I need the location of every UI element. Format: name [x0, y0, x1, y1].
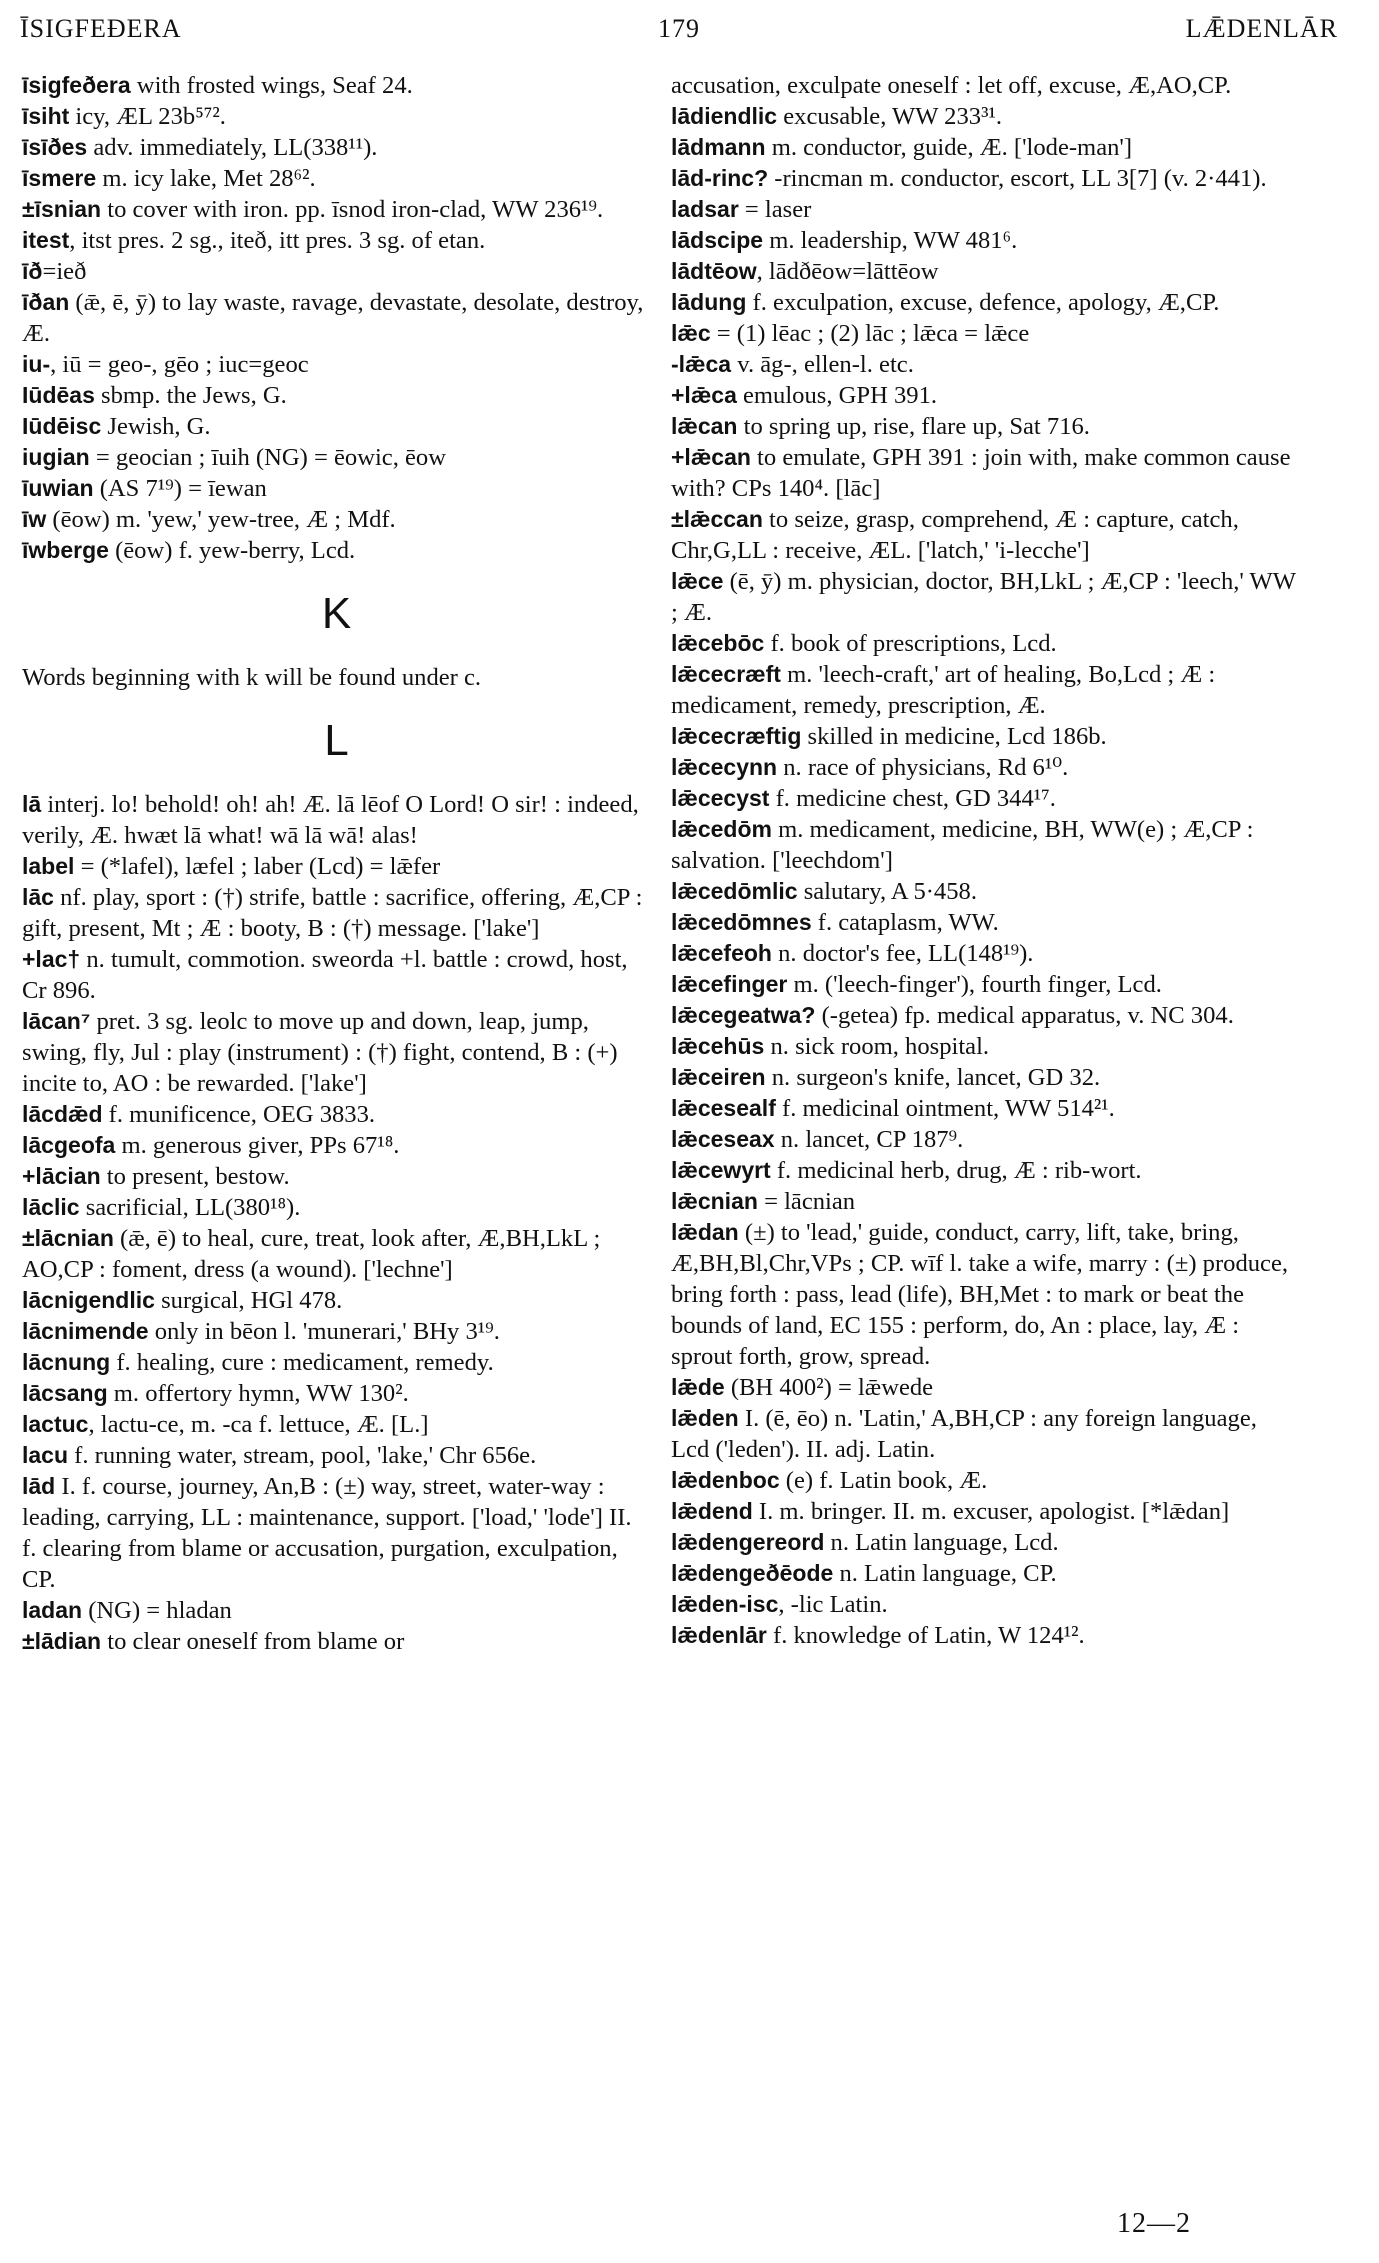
dictionary-entry [671, 411, 1300, 442]
entry-definition: (NG) = hladan [82, 1597, 232, 1624]
entry-definition: I. (ē, ēo) n. 'Latin,' A,BH,CP : any foreign language, Lcd ('leden'). II. adj. Latin. [671, 1405, 1257, 1463]
dictionary-page [20, 0, 1338, 2263]
dictionary-entry [22, 882, 651, 944]
entry-definition: n. tumult, commotion. sweorda +l. battle : crowd, host, Cr 896. [22, 946, 628, 1004]
dictionary-entry [22, 789, 651, 851]
entry-definition: n. surgeon's knife, lancet, GD 32. [765, 1064, 1101, 1091]
entry-headword: īsmere [22, 165, 97, 191]
entry-definition: salutary, A 5·458. [797, 878, 977, 905]
entry-headword: lādiendlic [671, 103, 778, 129]
dictionary-entry [671, 566, 1300, 628]
entry-definition: -rincman m. conductor, escort, LL 3[7] (v. 2·441). [768, 165, 1267, 192]
entry-definition: m. ('leech-finger'), fourth finger, Lcd. [787, 971, 1162, 998]
entry-definition: f. exculpation, excuse, defence, apology, Æ,CP. [746, 289, 1220, 316]
entry-headword: lacu [22, 1442, 69, 1468]
entry-definition: f. running water, stream, pool, 'lake,' Chr 656e. [68, 1442, 537, 1469]
entry-definition: m. conductor, guide, Æ. ['lode-man'] [765, 134, 1133, 161]
entry-definition: f. cataplasm, WW. [811, 909, 999, 936]
dictionary-entry [22, 1595, 651, 1626]
entry-definition: m. offertory hymn, WW 130². [107, 1380, 409, 1407]
dictionary-entry [671, 1589, 1300, 1620]
dictionary-entry [671, 442, 1300, 504]
entry-headword: īsiht [22, 103, 70, 129]
section-letter: K [321, 589, 352, 638]
dictionary-entry [671, 1465, 1300, 1496]
entry-headword: +lǣcan [671, 444, 751, 470]
entry-definition: f. knowledge of Latin, W 124¹². [766, 1622, 1085, 1649]
entry-headword: lǣden-isc [671, 1591, 779, 1617]
dictionary-entry [671, 969, 1300, 1000]
dictionary-entry [22, 194, 651, 225]
dictionary-entry [671, 287, 1300, 318]
dictionary-entry [22, 225, 651, 256]
dictionary-entry [671, 504, 1300, 566]
dictionary-entry [22, 256, 651, 287]
entry-definition: f. healing, cure : medicament, remedy. [110, 1349, 494, 1376]
entry-definition: m. medicament, medicine, BH, WW(e) ; Æ,CP : salvation. ['leechdom'] [671, 816, 1254, 874]
dictionary-entry [22, 411, 651, 442]
entry-definition: m. generous giver, PPs 67¹⁸. [115, 1132, 400, 1159]
entry-headword: lǣcedōmnes [671, 909, 812, 935]
entry-definition: (ē, ȳ) m. physician, doctor, BH,LkL ; Æ,CP : 'leech,' WW ; Æ. [671, 568, 1296, 626]
entry-definition: (e) f. Latin book, Æ. [779, 1467, 988, 1494]
entry-definition: f. medicinal ointment, WW 514²¹. [775, 1095, 1115, 1122]
entry-definition: n. race of physicians, Rd 6¹⁰. [777, 754, 1069, 781]
entry-definition: (ēow) m. 'yew,' yew-tree, Æ ; Mdf. [46, 506, 396, 533]
dictionary-entry [671, 225, 1300, 256]
dictionary-entry [671, 101, 1300, 132]
entry-definition: (ǣ, ē) to heal, cure, treat, look after, Æ,BH,LkL ; AO,CP : foment, dress (a wound). ['lechne'] [22, 1225, 601, 1283]
dictionary-entry [22, 1130, 651, 1161]
entry-definition: emulous, GPH 391. [736, 382, 938, 409]
dictionary-entry [671, 1000, 1300, 1031]
entry-headword: lǣceiren [671, 1064, 766, 1090]
dictionary-entry [22, 163, 651, 194]
entry-definition: adv. immediately, LL(338¹¹). [87, 134, 378, 161]
entry-definition: (BH 400²) = lǣwede [724, 1374, 934, 1401]
dictionary-entry [22, 349, 651, 380]
entry-definition: v. āg-, ellen-l. etc. [731, 351, 914, 378]
entry-headword: lǣcesealf [671, 1095, 776, 1121]
dictionary-entry [22, 473, 651, 504]
dictionary-entry [22, 132, 651, 163]
entry-definition: to emulate, GPH 391 : join with, make common cause with? CPs 140⁴. [lāc] [671, 444, 1291, 502]
dictionary-entry [22, 1161, 651, 1192]
dictionary-entry [671, 1155, 1300, 1186]
entry-headword: lǣceseax [671, 1126, 775, 1152]
entry-headword: lāc [22, 884, 54, 910]
entry-definition: f. munificence, OEG 3833. [102, 1101, 376, 1128]
dictionary-entry [22, 1378, 651, 1409]
entry-definition: sbmp. the Jews, G. [94, 382, 287, 409]
dictionary-entry [671, 163, 1300, 194]
dictionary-entry [671, 628, 1300, 659]
entry-headword: lǣcecyst [671, 785, 770, 811]
entry-headword: iugian [22, 444, 90, 470]
entry-headword: +lācian [22, 1163, 101, 1189]
dictionary-entry [671, 1031, 1300, 1062]
entry-headword: lǣcewyrt [671, 1157, 771, 1183]
entry-headword: lǣcecynn [671, 754, 778, 780]
entry-headword: īw [22, 506, 47, 532]
section-letter: L [324, 716, 349, 765]
entry-definition: f. book of prescriptions, Lcd. [764, 630, 1057, 657]
entry-definition: (-getea) fp. medical apparatus, v. NC 304. [815, 1002, 1234, 1029]
dictionary-entry [22, 1099, 651, 1130]
entry-headword: lācgeofa [22, 1132, 116, 1158]
entry-definition: only in bēon l. 'munerari,' BHy 3¹⁹. [148, 1318, 500, 1345]
entry-headword: ladsar [671, 196, 739, 222]
entry-headword: itest [22, 227, 70, 253]
dictionary-entry [671, 1124, 1300, 1155]
dictionary-entry [671, 721, 1300, 752]
entry-headword: lǣcebōc [671, 630, 765, 656]
entry-definition: f. medicinal herb, drug, Æ : rib-wort. [770, 1157, 1142, 1184]
entry-headword: lādtēow [671, 258, 757, 284]
entry-definition: , itst pres. 2 sg., iteð, itt pres. 3 sg. of etan. [69, 227, 486, 254]
entry-definition: , lactu-ce, m. -ca f. lettuce, Æ. [L.] [88, 1411, 429, 1438]
entry-headword: lǣcedōmlic [671, 878, 798, 904]
entry-definition: n. lancet, CP 187⁹. [774, 1126, 964, 1153]
dictionary-entry [22, 1409, 651, 1440]
entry-definition: interj. lo! behold! oh! ah! Æ. lā lēof O Lord! O sir! : indeed, verily, Æ. hwæt lā what! wā lā wā! alas! [22, 791, 639, 849]
dictionary-entry [22, 1347, 651, 1378]
entry-definition: I. m. bringer. II. m. excuser, apologist. [*lǣdan] [752, 1498, 1230, 1525]
entry-definition: = geocian ; īuih (NG) = ēowic, ēow [89, 444, 446, 471]
dictionary-entry [22, 1223, 651, 1285]
dictionary-entry [671, 1186, 1300, 1217]
entry-headword: lǣcecræft [671, 661, 781, 687]
left-column [22, 70, 651, 1657]
entry-definition: to present, bestow. [100, 1163, 290, 1190]
entry-definition: m. leadership, WW 481⁶. [763, 227, 1018, 254]
entry-definition: n. doctor's fee, LL(148¹⁹). [771, 940, 1034, 967]
entry-definition: m. 'leech-craft,' art of healing, Bo,Lcd ; Æ : medicament, remedy, prescription, Æ. [671, 661, 1216, 719]
running-header [20, 14, 1338, 44]
dictionary-entry [22, 944, 651, 1006]
entry-definition: n. Latin language, Lcd. [824, 1529, 1059, 1556]
entry-definition: = (1) lēac ; (2) lāc ; lǣca = lǣce [710, 320, 1030, 347]
entry-definition: pret. 3 sg. leolc to move up and down, leap, jump, swing, fly, Jul : play (instrument) : (†) fight, contend, B : (+) incite to, AO : be rewarded. ['lake'] [22, 1008, 618, 1097]
entry-headword: lǣcehūs [671, 1033, 765, 1059]
entry-definition: icy, ÆL 23b⁵⁷². [69, 103, 226, 130]
entry-definition: f. medicine chest, GD 344¹⁷. [769, 785, 1056, 812]
dictionary-entry [22, 662, 651, 693]
dictionary-entry [671, 752, 1300, 783]
dictionary-entry [22, 1626, 651, 1657]
entry-definition: = laser [738, 196, 812, 223]
dictionary-entry [671, 256, 1300, 287]
entry-headword: lāclic [22, 1194, 80, 1220]
dictionary-entry [671, 132, 1300, 163]
dictionary-entry [671, 349, 1300, 380]
entry-headword: īwberge [22, 537, 109, 563]
entry-definition: to spring up, rise, flare up, Sat 716. [737, 413, 1090, 440]
entry-headword: lā [22, 791, 42, 817]
entry-headword: lǣdan [671, 1219, 739, 1245]
entry-definition: to cover with iron. pp. īsnod iron-clad, WW 236¹⁹. [101, 196, 604, 223]
entry-headword: ±lādian [22, 1628, 102, 1654]
entry-headword: lācsang [22, 1380, 108, 1406]
entry-definition: Words beginning with k will be found under c. [22, 664, 482, 691]
entry-headword: lǣc [671, 320, 711, 346]
entry-headword: Iūdēisc [22, 413, 102, 439]
entry-definition: = (*lafel), læfel ; laber (Lcd) = lǣfer [74, 853, 441, 880]
entry-headword: īuwian [22, 475, 94, 501]
dictionary-entry [22, 380, 651, 411]
entry-headword: lǣce [671, 568, 724, 594]
entry-definition: sacrificial, LL(380¹⁸). [79, 1194, 301, 1221]
entry-definition: , -lic Latin. [778, 1591, 888, 1618]
entry-definition: Jewish, G. [101, 413, 211, 440]
dictionary-entry [22, 1285, 651, 1316]
entry-headword: lǣcecræftig [671, 723, 802, 749]
entry-definition: excusable, WW 233³¹. [777, 103, 1002, 130]
dictionary-entry [22, 1192, 651, 1223]
entry-definition: nf. play, sport : (†) strife, battle : sacrifice, offering, Æ,CP : gift, present, Mt ; Æ : booty, B : (†) message. ['lake'] [22, 884, 643, 942]
entry-headword: ±lācnian [22, 1225, 114, 1251]
entry-headword: lǣdengereord [671, 1529, 825, 1555]
entry-headword: ±lǣccan [671, 506, 763, 532]
dictionary-entry [671, 876, 1300, 907]
entry-headword: īsīðes [22, 134, 88, 160]
dictionary-entry [22, 535, 651, 566]
entry-headword: lādmann [671, 134, 766, 160]
entry-headword: lǣcedōm [671, 816, 772, 842]
entry-definition: m. icy lake, Met 28⁶². [96, 165, 316, 192]
entry-definition: (AS 7¹⁹) = īewan [93, 475, 267, 502]
entry-headword: lactuc [22, 1411, 89, 1437]
entry-definition: =ieð [42, 258, 87, 285]
dictionary-entry [22, 504, 651, 535]
dictionary-entry [671, 938, 1300, 969]
entry-headword: +lǣca [671, 382, 737, 408]
entry-definition: , iū = geo-, gēo ; iuc=geoc [50, 351, 309, 378]
dictionary-entry [671, 1527, 1300, 1558]
entry-headword: lǣcegeatwa? [671, 1002, 816, 1028]
entry-headword: lǣdengeðēode [671, 1560, 834, 1586]
entry-headword: lācan⁷ [22, 1008, 91, 1034]
entry-headword: lācnigendlic [22, 1287, 155, 1313]
entry-headword: lādung [671, 289, 747, 315]
entry-headword: ±īsnian [22, 196, 102, 222]
entry-definition: (ǣ, ē, ȳ) to lay waste, ravage, devastate, desolate, destroy, Æ. [22, 289, 644, 347]
entry-headword: lǣcnian [671, 1188, 758, 1214]
dictionary-entry [671, 380, 1300, 411]
header-left-guideword: ĪSIGFEÐERA [20, 14, 182, 43]
entry-definition: accusation, exculpate oneself : let off, excuse, Æ,AO,CP. [671, 72, 1232, 99]
entry-headword: lācdǣd [22, 1101, 103, 1127]
dictionary-entry [671, 783, 1300, 814]
entry-definition: n. Latin language, CP. [833, 1560, 1057, 1587]
dictionary-entry [22, 1006, 651, 1099]
entry-definition: surgical, HGl 478. [154, 1287, 343, 1314]
entry-headword: lācnimende [22, 1318, 149, 1344]
dictionary-entry [671, 70, 1300, 101]
entry-headword: ladan [22, 1597, 83, 1623]
entry-headword: iu- [22, 351, 51, 377]
dictionary-entry [22, 442, 651, 473]
dictionary-entry [671, 814, 1300, 876]
dictionary-entry [22, 851, 651, 882]
dictionary-entry [671, 1217, 1300, 1372]
dictionary-entry [22, 1440, 651, 1471]
entry-definition: = lācnian [757, 1188, 856, 1215]
dictionary-entry [671, 1372, 1300, 1403]
entry-headword: lǣdend [671, 1498, 753, 1524]
dictionary-entry [22, 70, 651, 101]
dictionary-entry [22, 1471, 651, 1595]
entry-headword: īð [22, 258, 43, 284]
entry-definition: , lādðēow=lāttēow [756, 258, 939, 285]
dictionary-entry [671, 659, 1300, 721]
dictionary-entry [671, 1496, 1300, 1527]
dictionary-entry [671, 1093, 1300, 1124]
entry-headword: lǣcefinger [671, 971, 788, 997]
dictionary-entry [22, 287, 651, 349]
dictionary-entry [22, 1316, 651, 1347]
entry-definition: with frosted wings, Seaf 24. [130, 72, 413, 99]
dictionary-entry [671, 1403, 1300, 1465]
entry-headword: +lac† [22, 946, 81, 972]
entry-headword: lǣdenboc [671, 1467, 780, 1493]
entry-headword: īðan [22, 289, 70, 315]
entry-headword: Iūdēas [22, 382, 95, 408]
entry-headword: lǣden [671, 1405, 739, 1431]
signature-mark: 12—2 [1117, 2208, 1191, 2239]
entry-definition: (ēow) f. yew-berry, Lcd. [108, 537, 356, 564]
dictionary-entry [22, 101, 651, 132]
dictionary-entry [671, 1620, 1300, 1651]
entry-definition: (±) to 'lead,' guide, conduct, carry, lift, take, bring, Æ,BH,Bl,Chr,VPs ; CP. wīf l. take a wife, marry : (±) produce, bring forth : pass, lead (life), BH,Met : to mark or beat the bounds of land, EC 155 : perform, do, An : place, lay, Æ : sprout forth, grow, spread. [671, 1219, 1289, 1370]
entry-headword: label [22, 853, 75, 879]
header-right-guideword: LǢDENLĀR [1185, 14, 1338, 43]
entry-headword: lǣcefeoh [671, 940, 772, 966]
entry-definition: skilled in medicine, Lcd 186b. [801, 723, 1107, 750]
entry-headword: -lǣca [671, 351, 732, 377]
entry-headword: lādscipe [671, 227, 764, 253]
dictionary-entry [671, 194, 1300, 225]
entry-definition: to clear oneself from blame or [101, 1628, 405, 1655]
entry-headword: lād-rinc? [671, 165, 769, 191]
entry-headword: lǣde [671, 1374, 725, 1400]
entry-definition: to seize, grasp, comprehend, Æ : capture, catch, Chr,G,LL : receive, ÆL. ['latch,' 'i-lecche'] [671, 506, 1239, 564]
dictionary-entry [671, 318, 1300, 349]
entry-definition: n. sick room, hospital. [764, 1033, 990, 1060]
entry-definition: I. f. course, journey, An,B : (±) way, street, water-way : leading, carrying, LL : maintenance, support. ['load,' 'lode'] II. f. clearing from blame or accusation, purgation, exculpation, CP. [22, 1473, 632, 1593]
entry-headword: īsigfeðera [22, 72, 131, 98]
dictionary-entry [671, 1558, 1300, 1589]
right-column [671, 70, 1300, 1651]
dictionary-entry [671, 1062, 1300, 1093]
entry-headword: lācnung [22, 1349, 111, 1375]
page-number: 179 [658, 14, 700, 43]
dictionary-entry [671, 907, 1300, 938]
entry-headword: lād [22, 1473, 56, 1499]
entry-headword: lǣcan [671, 413, 738, 439]
entry-headword: lǣdenlār [671, 1622, 767, 1648]
